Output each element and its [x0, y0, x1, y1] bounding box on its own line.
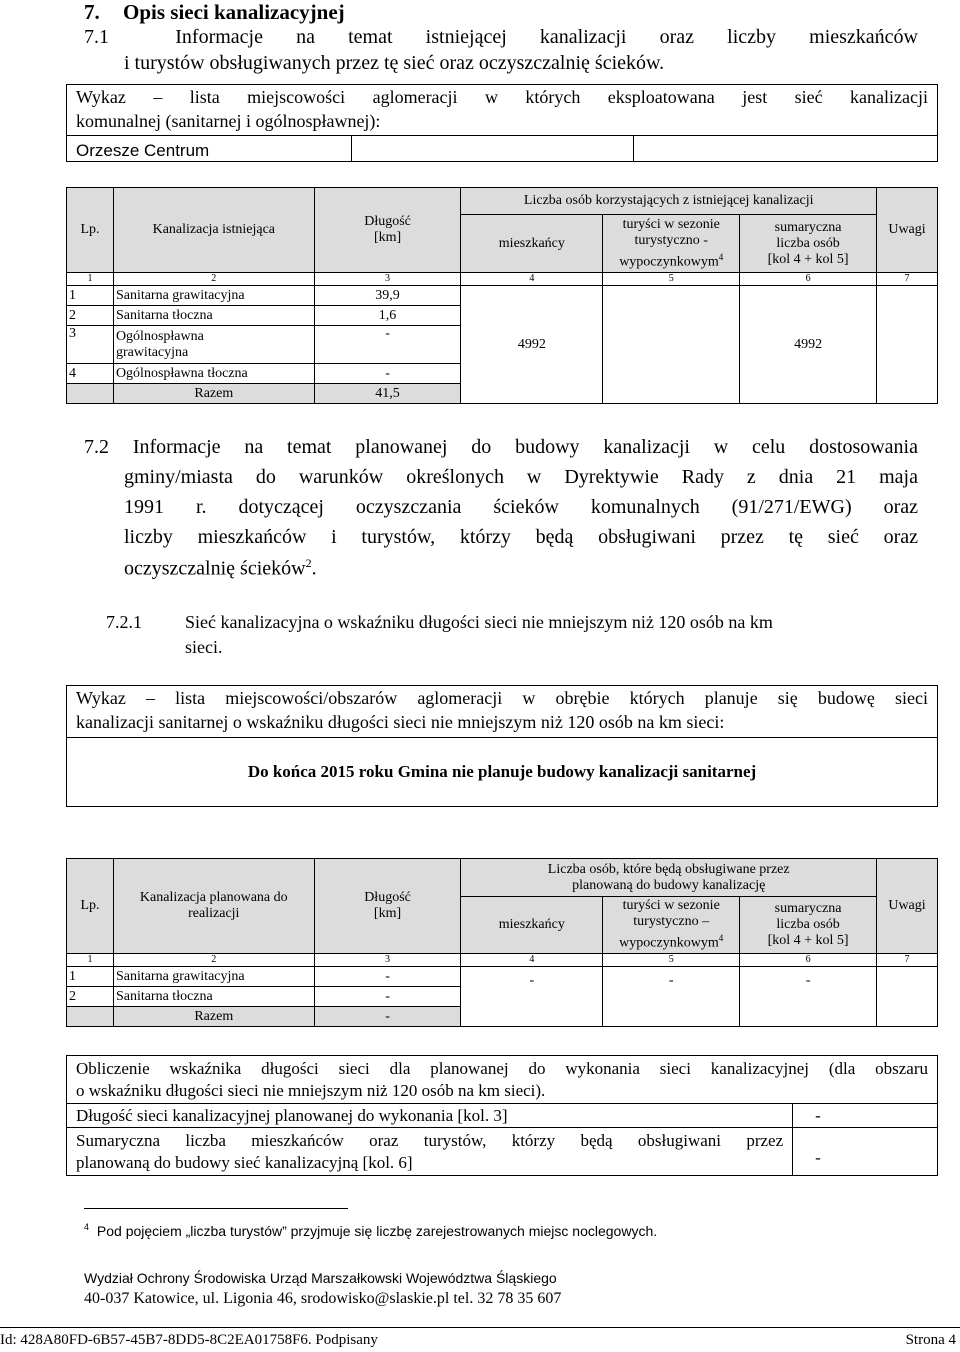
- header-dlugosc: [314, 188, 461, 273]
- footer-institution: Wydział Ochrony Środowiska Urząd Marszałkowski Województwa Śląskiego: [84, 1270, 557, 1286]
- planned-sewer-table: [66, 858, 938, 1027]
- wykaz-box-2: [66, 685, 938, 807]
- header-line: [kol 4 + kol 5]: [767, 251, 849, 267]
- row-lp: 1: [67, 286, 114, 306]
- footer-address: 40-037 Katowice, ul. Ligonia 46, srodowisko@slaskie.pl tel. 32 78 35 607: [84, 1290, 562, 1307]
- header-line: wypoczynkowym: [619, 254, 719, 270]
- subsection-line: liczby mieszkańców i turystów, którzy będą obsługiwani przez tę sieć oraz: [124, 526, 918, 548]
- calc-table: [66, 1055, 938, 1176]
- header-line: sumaryczna: [774, 219, 842, 235]
- row-lp: 4: [67, 364, 114, 384]
- column-number: 5: [603, 954, 740, 967]
- turysci-value: [603, 286, 740, 404]
- column-number: 4: [461, 954, 603, 967]
- row-name-line: grawitacyjna: [115, 344, 189, 360]
- header-dlugosc-unit: [km]: [373, 230, 402, 245]
- header-sumaryczna: [740, 215, 877, 273]
- sumaryczna-value: -: [740, 967, 877, 1027]
- divider: [633, 135, 634, 161]
- row-name: Sanitarna grawitacyjna: [113, 967, 314, 987]
- header-liczba-osob: [461, 859, 877, 897]
- divider: [67, 135, 937, 136]
- header-lp: Lp.: [67, 188, 114, 273]
- header-line: turyści w sezonie: [622, 898, 720, 914]
- subsection-line: gminy/miasta do warunków określonych w Dyrektywie Rady z dnia 21 maja: [124, 466, 918, 488]
- column-number: 2: [113, 954, 314, 967]
- header-mieszkancy: mieszkańcy: [461, 897, 603, 954]
- calc-row-value: -: [793, 1104, 938, 1128]
- header-line: [kol 4 + kol 5]: [767, 933, 849, 948]
- header-uwagi: Uwagi: [877, 188, 938, 273]
- header-kanalizacja: [113, 859, 314, 954]
- subsection-line: 1991 r. dotyczącej oczyszczania ścieków komunalnych (91/271/EWG) oraz: [124, 496, 918, 518]
- footnote-ref: 2: [305, 556, 312, 570]
- row-lp: 1: [67, 967, 114, 987]
- calc-row-label: [67, 1128, 793, 1176]
- header-turysci: [603, 897, 740, 954]
- page-number: Strona 4: [905, 1332, 956, 1348]
- footnote-ref: 4: [718, 933, 724, 944]
- razem-value: 41,5: [314, 384, 461, 404]
- header-line: turyści w sezonie: [622, 216, 720, 232]
- header-line: sumaryczna: [774, 901, 842, 916]
- footnote-rule: [84, 1208, 348, 1209]
- section-heading: [84, 0, 345, 25]
- footnote: [84, 1222, 657, 1239]
- subsection-line-2: i turystów obsługiwanych przez tę sieć oraz oczyszczalnię ścieków.: [124, 52, 665, 74]
- row-length: -: [314, 326, 461, 364]
- table-row: [67, 286, 938, 306]
- footnote-ref: 4: [718, 251, 724, 262]
- wykaz-line-1: Wykaz – lista miejscowości aglomeracji w których eksploatowana jest sieć kanalizacji: [76, 87, 928, 107]
- subsection-number: 7.2.1: [106, 612, 142, 632]
- row-name: Ogólnospławna tłoczna: [113, 364, 314, 384]
- row-name: [113, 326, 314, 364]
- column-number: 5: [603, 273, 740, 286]
- punctuation: .: [311, 557, 317, 580]
- header-line: Długość: [364, 890, 411, 905]
- header-uwagi: Uwagi: [877, 859, 938, 954]
- subsection-line: sieci.: [185, 637, 223, 657]
- header-line: realizacji: [188, 906, 240, 921]
- existing-sewer-table: [66, 187, 938, 404]
- calc-title: [67, 1056, 938, 1104]
- wykaz-line-2: kanalizacji sanitarnej o wskaźniku długości sieci nie mniejszym niż 120 osób na km sieci:: [76, 712, 725, 732]
- wykaz-line-2: komunalnej (sanitarnej i ogólnospławnej):: [76, 111, 381, 131]
- column-number: 1: [67, 954, 114, 967]
- subsection-line: Sieć kanalizacyjna o wskaźniku długości sieci nie mniejszym niż 120 osób na km: [185, 612, 773, 632]
- header-line: liczba osób: [776, 917, 840, 932]
- subsection-line-text: oczyszczalnię ścieków: [124, 557, 306, 580]
- wykaz-box-1: [66, 84, 938, 162]
- mieszkancy-value: -: [461, 967, 603, 1027]
- row-lp: 2: [67, 987, 114, 1007]
- statement: Do końca 2015 roku Gmina nie planuje budowy kanalizacji sanitarnej: [247, 762, 757, 781]
- calc-row-label-line: Sumaryczna liczba mieszkańców oraz turystów, którzy będą obsługiwani przez: [76, 1130, 784, 1150]
- document-id: Id: 428A80FD-6B57-45B7-8DD5-8C2EA01758F6. Podpisany: [0, 1332, 378, 1348]
- calc-title-line: o wskaźniku długości sieci nie mniejszym niż 120 osób na km sieci).: [76, 1080, 546, 1100]
- subsection-number: 7.2: [84, 436, 109, 458]
- header-dlugosc: [314, 859, 461, 954]
- sumaryczna-value: 4992: [740, 286, 877, 404]
- column-number: 7: [877, 273, 938, 286]
- row-length: -: [314, 364, 461, 384]
- column-number: 4: [461, 273, 603, 286]
- column-number: 7: [877, 954, 938, 967]
- section-title: Opis sieci kanalizacyjnej: [123, 0, 345, 24]
- turysci-value: -: [603, 967, 740, 1027]
- divider: [351, 135, 352, 161]
- column-number: 2: [113, 273, 314, 286]
- razem-spacer: [67, 1007, 114, 1027]
- section-number: 7.: [84, 0, 100, 24]
- row-name: Sanitarna tłoczna: [113, 306, 314, 326]
- footnote-number: 4: [84, 1222, 90, 1232]
- column-number: 1: [67, 273, 114, 286]
- header-line: Liczba osób, które będą obsługiwane przez: [547, 861, 790, 877]
- row-lp: 2: [67, 306, 114, 326]
- row-length: -: [314, 967, 461, 987]
- table-row: [67, 967, 938, 987]
- header-line: Kanalizacja planowana do: [139, 890, 288, 905]
- subsection-7-1: [84, 26, 918, 49]
- wykaz-line-1: Wykaz – lista miejscowości/obszarów aglomeracji w obrębie których planuje się budowę sieci: [76, 688, 928, 708]
- uwagi-value: [877, 286, 938, 404]
- header-lp: Lp.: [67, 859, 114, 954]
- razem-label: Razem: [113, 384, 314, 404]
- header-kanalizacja: Kanalizacja istniejąca: [113, 188, 314, 273]
- row-length: 1,6: [314, 306, 461, 326]
- subsection-line: Informacje na temat planowanej do budowy kanalizacji w celu dostosowania: [132, 436, 918, 458]
- row-name: Sanitarna grawitacyjna: [113, 286, 314, 306]
- subsection-7-2: [84, 436, 918, 459]
- razem-label: Razem: [113, 1007, 314, 1027]
- locality-name: Orzesze Centrum: [76, 141, 210, 160]
- razem-spacer: [67, 384, 114, 404]
- header-line: wypoczynkowym: [619, 935, 719, 951]
- header-mieszkancy: mieszkańcy: [461, 215, 603, 273]
- header-dlugosc-line: Długość: [364, 214, 411, 229]
- column-number: 3: [314, 954, 461, 967]
- header-sumaryczna: [740, 897, 877, 954]
- footnote-text: Pod pojęciem „liczba turystów” przyjmuje się liczbę zarejestrowanych miejsc noclegowych.: [96, 1222, 658, 1239]
- row-lp: 3: [67, 326, 114, 364]
- calc-row-value: -: [793, 1128, 938, 1176]
- footer-rule: [0, 1327, 960, 1328]
- calc-title-line: Obliczenie wskaźnika długości sieci dla planowanej do wykonania sieci kanalizacyjnej (dla obszaru: [76, 1058, 928, 1078]
- subsection-number: 7.1: [84, 26, 109, 48]
- uwagi-value: [877, 967, 938, 1027]
- header-line: [km]: [373, 906, 402, 921]
- row-length: -: [314, 987, 461, 1007]
- row-length: 39,9: [314, 286, 461, 306]
- mieszkancy-value: 4992: [461, 286, 603, 404]
- column-number: 3: [314, 273, 461, 286]
- header-line: planowaną do budowy kanalizację: [572, 877, 766, 893]
- calc-row-label-line: planowaną do budowy sieć kanalizacyjną [kol. 6]: [76, 1152, 413, 1172]
- header-line: turystyczno -: [634, 232, 708, 248]
- header-line: turystyczno –: [633, 914, 710, 930]
- row-name: Sanitarna tłoczna: [113, 987, 314, 1007]
- column-number: 6: [740, 273, 877, 286]
- column-number: 6: [740, 954, 877, 967]
- razem-value: -: [314, 1007, 461, 1027]
- subsection-line: Informacje na temat istniejącej kanalizacji oraz liczby mieszkańców: [175, 26, 919, 48]
- calc-row-label: Długość sieci kanalizacyjnej planowanej do wykonania [kol. 3]: [67, 1104, 793, 1128]
- row-name-line: Ogólnospławna: [115, 328, 204, 344]
- divider: [67, 737, 937, 738]
- header-turysci: [603, 215, 740, 273]
- subsection-line: [124, 556, 317, 581]
- header-liczba-osob: Liczba osób korzystających z istniejącej kanalizacji: [461, 188, 877, 215]
- header-line: liczba osób: [776, 235, 840, 251]
